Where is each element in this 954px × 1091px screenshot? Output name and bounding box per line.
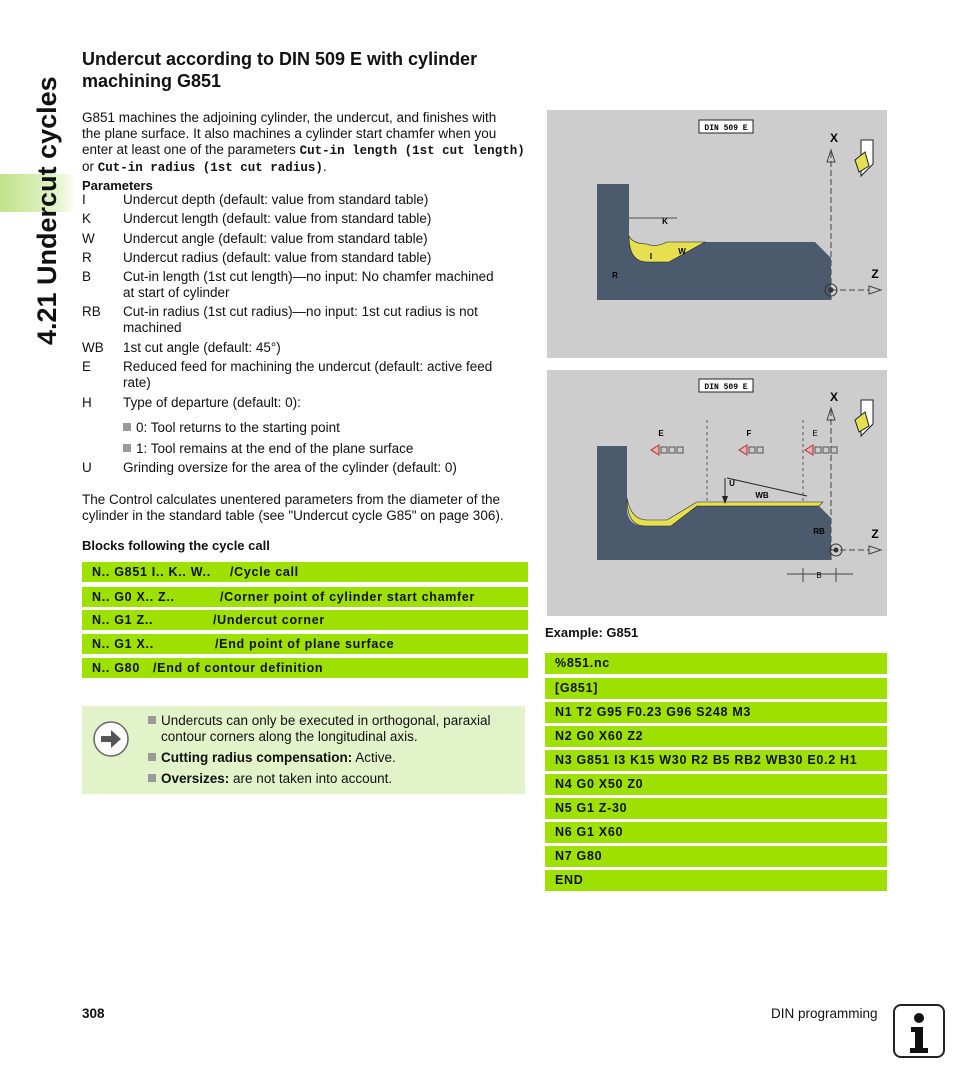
parameters-label: Parameters: [82, 178, 153, 193]
blocks-title: Blocks following the cycle call: [82, 538, 270, 553]
bullet-icon: [148, 716, 156, 724]
note-box: [82, 706, 525, 794]
code-block-row: N.. G1 Z.. /Undercut corner: [82, 610, 528, 630]
chapter-title: 4.21 Undercut cycles: [32, 76, 62, 345]
bullet-icon: [123, 444, 131, 452]
example-line: N1 T2 G95 F0.23 G96 S248 M3: [545, 702, 887, 723]
param-name: Cut-in length (1st cut length): [299, 144, 525, 158]
code-block-row: N.. G851 I.. K.. W.. /Cycle call: [82, 562, 528, 582]
intro-paragraph: [82, 110, 527, 176]
intro-line: enter at least one of the parameters Cut-in length (1st cut length): [82, 142, 525, 158]
note-text: Undercuts can only be executed in orthogonal, paraxial contour corners along the longitudinal axis. Cutting radius compensation: Active. Oversizes: are not taken into account.: [148, 713, 518, 787]
example-line: N6 G1 X60: [545, 822, 887, 843]
example-line: [G851]: [545, 678, 887, 699]
r-label: R: [612, 271, 618, 280]
section-heading: Undercut according to DIN 509 E with cylinder machining G851: [82, 49, 478, 91]
example-line: N5 G1 Z-30: [545, 798, 887, 819]
chapter-sidebar: [0, 40, 60, 400]
b-label: B: [816, 571, 822, 580]
i-label: I: [649, 252, 653, 261]
axis-x-label: X: [829, 390, 839, 404]
e-label: E: [658, 429, 664, 438]
intro-line: the plane surface. It also machines a cylinder start chamfer when you: [82, 126, 497, 141]
wb-label: WB: [755, 491, 769, 500]
u-label: U: [729, 479, 735, 488]
page-number: 308: [82, 1006, 105, 1021]
footer-section: DIN programming: [771, 1006, 878, 1021]
rb-label: RB: [813, 527, 825, 536]
e-label: E: [812, 429, 818, 438]
example-title: Example: G851: [545, 625, 639, 640]
param-name: Cut-in radius (1st cut radius): [97, 161, 323, 175]
info-icon: [893, 1004, 945, 1058]
intro-line: G851 machines the adjoining cylinder, the undercut, and finishes with: [82, 110, 497, 125]
example-line: END: [545, 870, 887, 891]
k-label: K: [662, 217, 668, 226]
axis-z-label: Z: [871, 527, 879, 541]
code-block-row: N.. G1 X.. /End point of plane surface: [82, 634, 528, 654]
axis-x-label: X: [829, 131, 839, 145]
w-label: W: [678, 247, 686, 256]
din-label: DIN 509 E: [704, 124, 748, 133]
code-block-row: N.. G80 /End of contour definition: [82, 658, 528, 678]
figure-machining-sequence: [547, 370, 887, 616]
example-line: N4 G0 X50 Z0: [545, 774, 887, 795]
example-line: N3 G851 I3 K15 W30 R2 B5 RB2 WB30 E0.2 H1: [545, 750, 887, 771]
f-label: F: [746, 429, 752, 438]
bullet-icon: [148, 774, 156, 782]
figure-undercut-geometry: [547, 110, 887, 358]
intro-line: or Cut-in radius (1st cut radius).: [82, 159, 327, 175]
code-block-row: N.. G0 X.. Z.. /Corner point of cylinder start chamfer: [82, 587, 528, 607]
bullet-icon: [123, 423, 131, 431]
example-line: N7 G80: [545, 846, 887, 867]
axis-z-label: Z: [871, 267, 879, 281]
control-note: The Control calculates unentered parameters from the diameter of the cylinder in the standard table (see "Undercut cycle G85" on page 306).: [82, 492, 504, 523]
din-label: DIN 509 E: [704, 383, 748, 392]
example-line: N2 G0 X60 Z2: [545, 726, 887, 747]
example-line: %851.nc: [545, 653, 887, 674]
arrow-right-icon: [92, 720, 130, 758]
bullet-icon: [148, 753, 156, 761]
